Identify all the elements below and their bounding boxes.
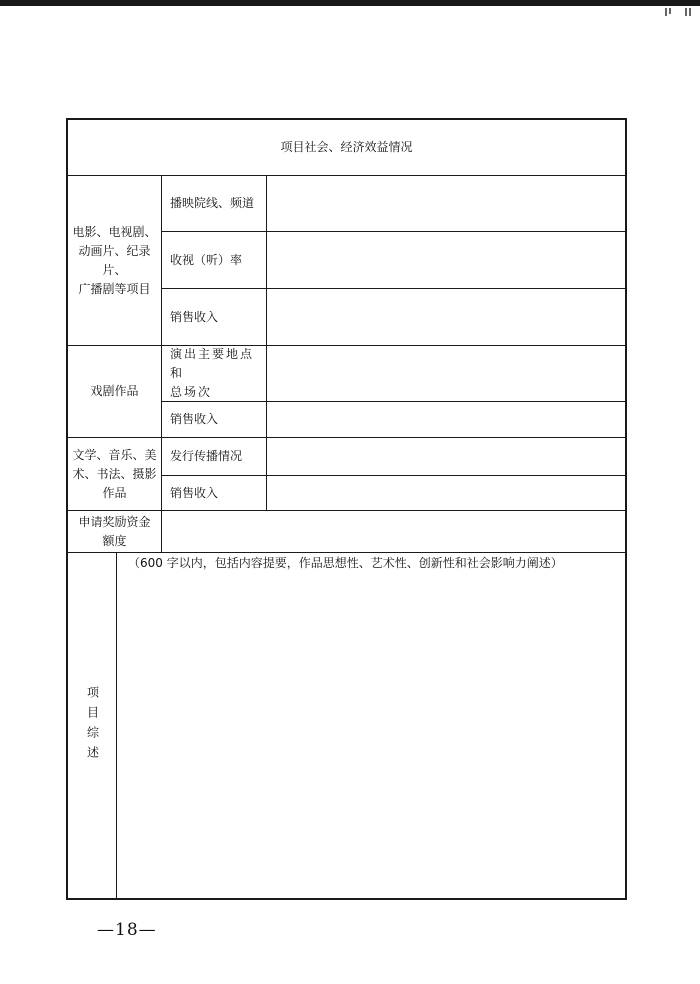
field-label-line: 演出主要地点和 bbox=[170, 347, 255, 380]
divider-funding bbox=[66, 552, 627, 553]
field-value-channel[interactable] bbox=[272, 176, 622, 231]
field-label-channel: 播映院线、频道 bbox=[170, 196, 255, 210]
field-label-distribution: 发行传播情况 bbox=[170, 449, 243, 463]
vdivider-summary bbox=[116, 552, 117, 899]
field-value-distribution[interactable] bbox=[272, 438, 622, 475]
field-label-line: 申请奖励资金 bbox=[78, 514, 151, 529]
table-title bbox=[68, 120, 625, 175]
field-value-sales-drama[interactable] bbox=[272, 402, 622, 437]
category-line: 电影、电视剧、 bbox=[72, 224, 157, 239]
vdivider-field bbox=[266, 175, 267, 510]
table-border-right bbox=[625, 118, 627, 900]
field-value-summary[interactable] bbox=[122, 576, 622, 894]
field-label-sales-film: 销售收入 bbox=[170, 309, 219, 324]
category-line: 动画片、纪录片、 bbox=[78, 243, 151, 277]
field-value-sales-arts[interactable] bbox=[272, 476, 622, 510]
table-title-text: 项目社会、经济效益情况 bbox=[280, 140, 413, 154]
category-line: 术、书法、摄影 bbox=[72, 466, 157, 481]
field-value-venues[interactable] bbox=[272, 346, 622, 401]
field-label-line: 额度 bbox=[102, 533, 127, 548]
field-label-rating: 收视（听）率 bbox=[170, 252, 243, 267]
field-value-funding[interactable] bbox=[168, 511, 622, 552]
category-literature-arts bbox=[68, 438, 161, 510]
field-value-sales-film[interactable] bbox=[272, 289, 622, 345]
field-label-line: 总场次 bbox=[170, 385, 213, 399]
category-line: 广播剧等项目 bbox=[78, 281, 151, 296]
field-label-venues bbox=[170, 346, 266, 401]
field-label-sales-arts: 销售收入 bbox=[170, 485, 219, 500]
vdivider-category bbox=[161, 175, 162, 553]
field-label-funding bbox=[68, 511, 161, 552]
field-label-summary: 项目综述 bbox=[85, 685, 100, 766]
category-drama: 戏剧作品 bbox=[90, 384, 139, 398]
field-value-rating[interactable] bbox=[272, 232, 622, 288]
category-film-tv bbox=[68, 176, 161, 345]
category-line: 作品 bbox=[102, 485, 127, 500]
field-label-sales-drama: 销售收入 bbox=[170, 412, 219, 426]
summary-hint: （600 字以内，包括内容提要，作品思想性、艺术性、创新性和社会影响力阐述） bbox=[128, 556, 563, 570]
page-number: —18— bbox=[97, 920, 157, 940]
category-line: 文学、音乐、美 bbox=[72, 447, 157, 462]
table-border-bottom bbox=[66, 898, 627, 900]
